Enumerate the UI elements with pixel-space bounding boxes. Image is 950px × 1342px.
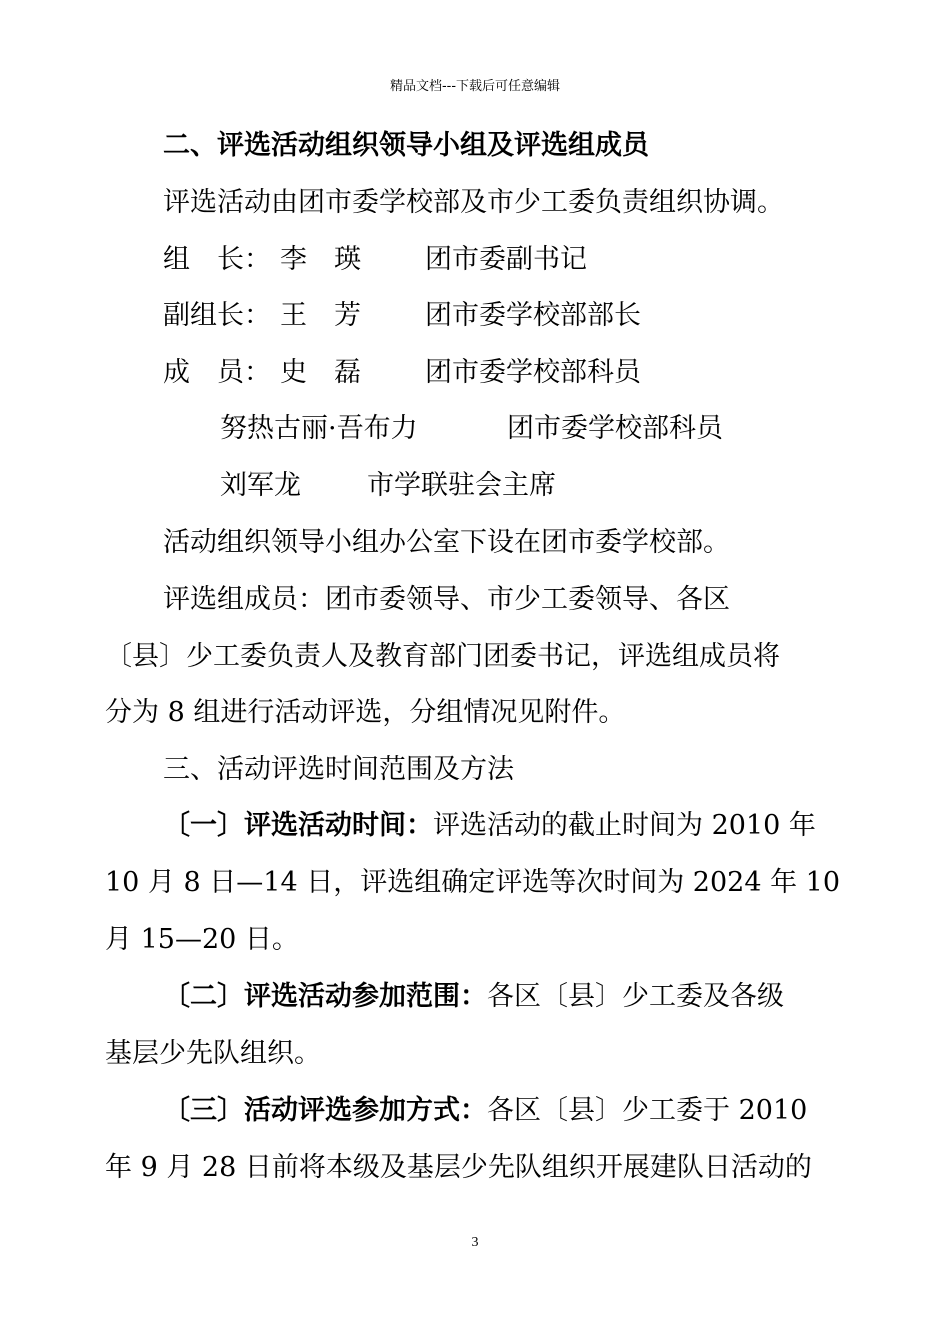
member-name: 刘军龙 [220,470,301,501]
member-title: 团市委学校部部长 [425,300,641,331]
item-1-line-3: 月 15—20 日。 [105,924,299,955]
office-paragraph: 活动组织领导小组办公室下设在团市委学校部。 [163,527,730,558]
item-2-text: 各区〔县〕少工委及各级 [487,981,784,1012]
group-paragraph-line-1: 评选组成员：团市委领导、市少工委领导、各区 [163,584,730,615]
page-number: 3 [471,1235,479,1250]
member-title: 市学联驻会主席 [367,470,556,501]
item-3-line-1 [163,1091,807,1131]
item-2-line-2: 基层少先队组织。 [105,1038,321,1069]
member-role: 副组长： [163,300,271,331]
member-name: 李 瑛 [280,244,361,275]
member-name: 王 芳 [280,300,361,331]
group-paragraph-line-2: 〔县〕少工委负责人及教育部门团委书记，评选组成员将 [105,641,780,672]
section-2-heading: 二、评选活动组织领导小组及评选组成员 [163,130,649,161]
item-1-label: 〔一〕评选活动时间： [163,810,433,841]
group-paragraph-line-3: 分为 8 组进行活动评选，分组情况见附件。 [105,697,626,728]
member-title: 团市委学校部科员 [507,413,723,444]
item-1-text: 评选活动的截止时间为 2010 年 [433,810,816,841]
member-role: 成 员： [163,357,271,388]
item-2-line-1 [163,977,784,1017]
section-3-heading: 三、活动评选时间范围及方法 [163,754,514,785]
member-title: 团市委副书记 [425,244,587,275]
member-name: 史 磊 [280,357,361,388]
item-1-line-1 [163,806,816,846]
item-2-label: 〔二〕评选活动参加范围： [163,981,487,1012]
item-3-line-2: 年 9 月 28 日前将本级及基层少先队组织开展建队日活动的 [105,1152,812,1183]
item-1-line-2: 10 月 8 日—14 日，评选组确定评选等次时间为 2024 年 10 [105,867,841,898]
member-role: 组 长： [163,244,271,275]
section-2-intro: 评选活动由团市委学校部及市少工委负责组织协调。 [163,187,784,218]
member-title: 团市委学校部科员 [425,357,641,388]
item-3-text: 各区〔县〕少工委于 2010 [487,1095,808,1126]
member-name: 努热古丽·吾布力 [220,413,418,444]
page-header: 精品文档---下载后可任意编辑 [389,79,561,94]
item-3-label: 〔三〕活动评选参加方式： [163,1095,487,1126]
